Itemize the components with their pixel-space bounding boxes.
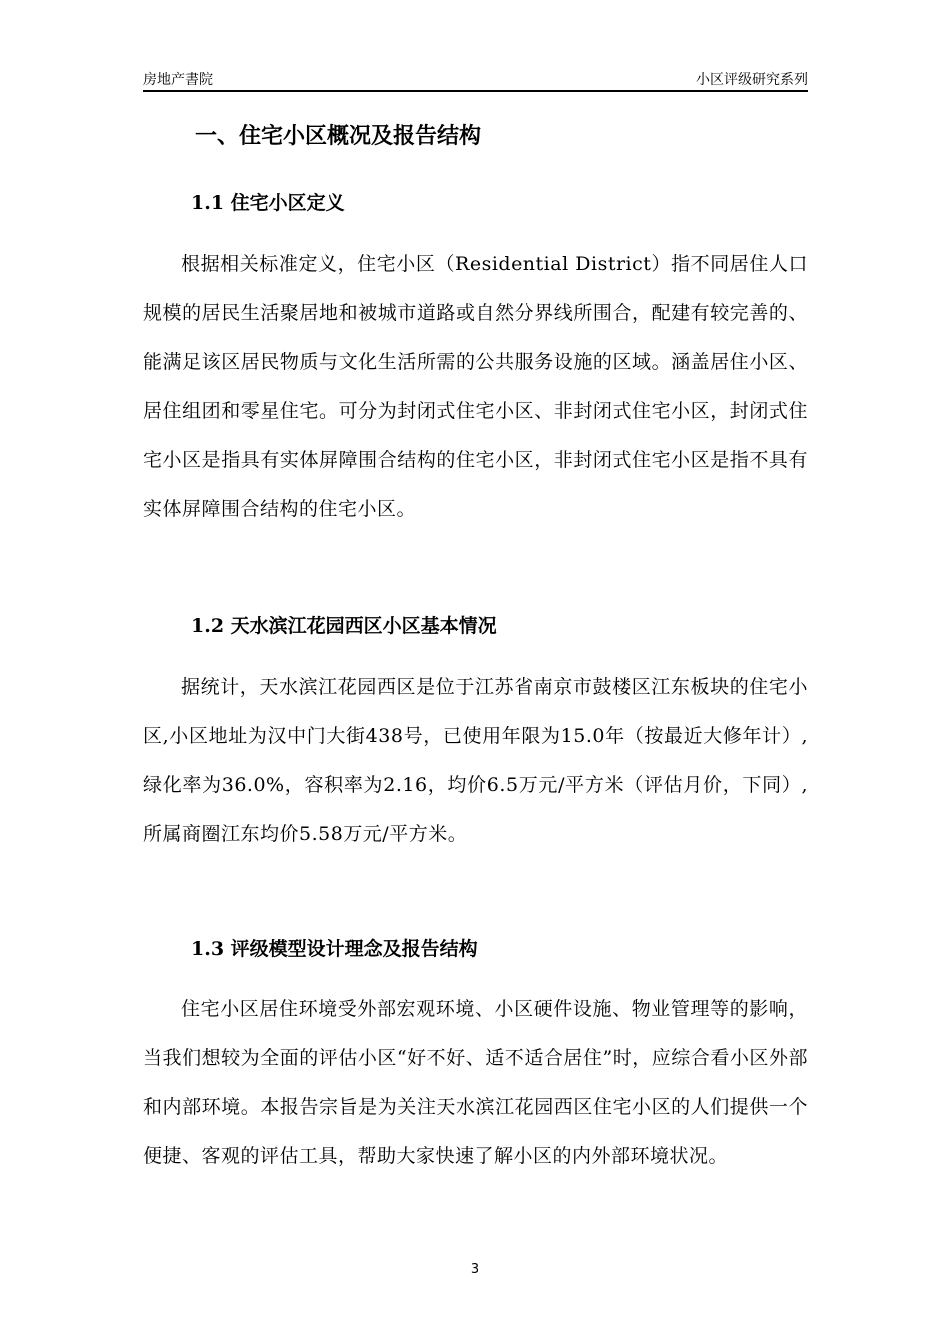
section-paragraph-1-2: 据统计，天水滨江花园西区是位于江苏省南京市鼓楼区江东板块的住宅小区,小区地址为汉中门大街438号，已使用年限为15.0年（按最近大修年计）,绿化率为36.0%，容积率为2.16，均价6.5万元/平方米（评估月价，下同）,所属商圈江东均价5.58万元/平方米。: [143, 676, 808, 845]
section-paragraph-1-1: 根据相关标准定义，住宅小区（Residential District）指不同居住人口规模的居民生活聚居地和被城市道路或自然分界线所围合，配建有较完善的、能满足该区居民物质与文化生活所需的公共服务设施的区域。涵盖居住小区、居住组团和零星住宅。可分为封闭式住宅小区、非封闭式住宅小区，封闭式住宅小区是指具有实体屏障围合结构的住宅小区，非封闭式住宅小区是指不具有实体屏障围合结构的住宅小区。: [143, 253, 808, 520]
section-heading-1-2: 1.2 天水滨江花园西区小区基本情况: [191, 615, 497, 637]
page-header: [143, 66, 808, 92]
section-heading-1-3: 1.3 评级模型设计理念及报告结构: [191, 938, 478, 960]
header-series: 小区评级研究系列: [696, 72, 808, 88]
section-heading-1-1: 1.1 住宅小区定义: [191, 192, 345, 214]
chapter-title: 一、住宅小区概况及报告结构: [195, 123, 482, 149]
section-paragraph-1-3: 住宅小区居住环境受外部宏观环境、小区硬件设施、物业管理等的影响，当我们想较为全面的评估小区“好不好、适不适合居住”时，应综合看小区外部和内部环境。本报告宗旨是为关注天水滨江花园西区住宅小区的人们提供一个便捷、客观的评估工具，帮助大家快速了解小区的内外部环境状况。: [143, 998, 808, 1167]
header-publisher: 房地产書院: [143, 72, 213, 88]
page-number: 3: [470, 1262, 480, 1277]
